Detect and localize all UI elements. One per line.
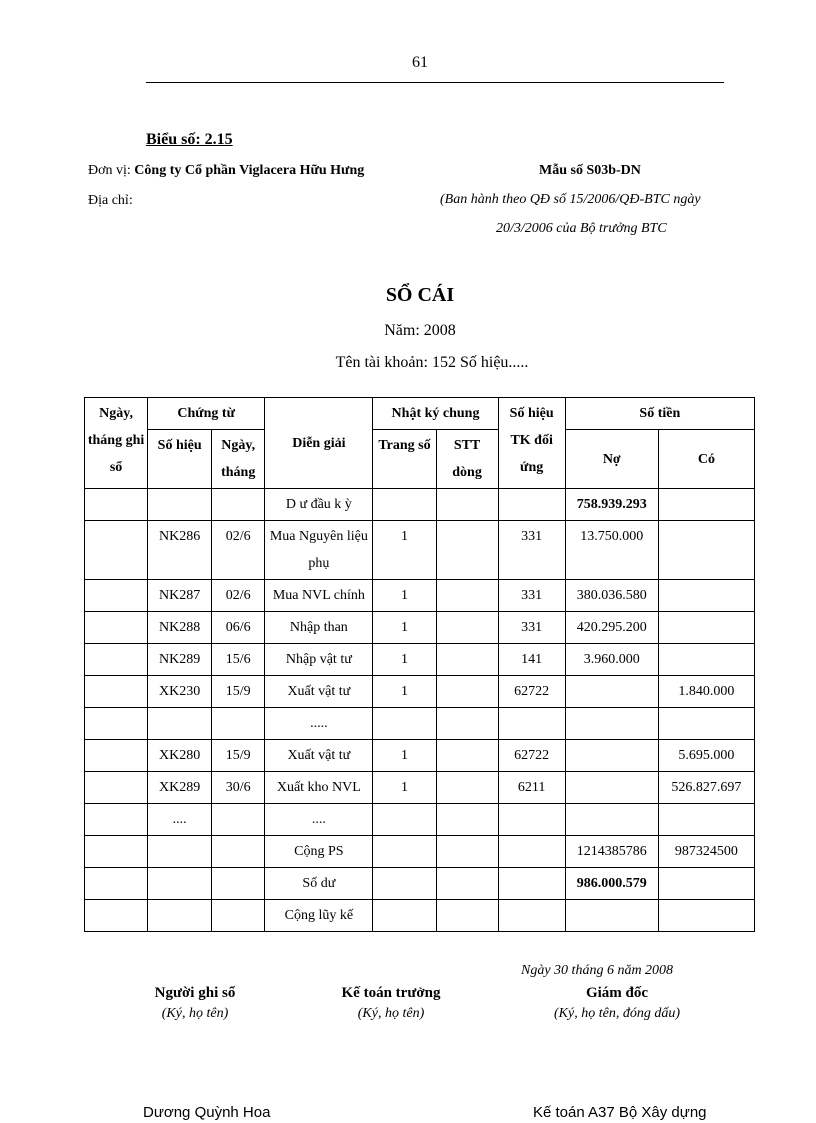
cell-description: Mua NVL chính [265, 580, 373, 612]
cell-journal-line [436, 644, 498, 676]
cell-description: D ư đầu k ỳ [265, 489, 373, 521]
header-rule [146, 82, 724, 83]
cell-credit: 526.827.697 [658, 772, 754, 804]
cell-journal-page: 1 [373, 644, 436, 676]
signer-chief-accountant-note: (Ký, họ tên) [357, 1006, 425, 1021]
header-contra: Số hiệu TK đối ứng [498, 398, 565, 489]
cell-contra: 331 [498, 521, 565, 580]
cell-description: Nhập than [265, 612, 373, 644]
cell-debit: 1214385786 [565, 836, 658, 868]
cell-voucher-date: 15/6 [212, 644, 265, 676]
cell-debit [565, 900, 658, 932]
ledger-title: SỔ CÁI [385, 284, 455, 306]
cell-voucher-no: NK286 [148, 521, 212, 580]
year-line: Năm: 2008 [384, 322, 456, 339]
cell-debit [565, 676, 658, 708]
ledger-body [85, 489, 755, 932]
header-voucher-no: Số hiệu [148, 430, 212, 489]
cell-credit [658, 708, 754, 740]
cell-journal-page: 1 [373, 521, 436, 580]
cell-voucher-date: 06/6 [212, 612, 265, 644]
cell-journal-page: 1 [373, 676, 436, 708]
cell-credit [658, 612, 754, 644]
cell-description: Mua Nguyên liệu phụ [265, 521, 373, 580]
cell-voucher-date [212, 836, 265, 868]
cell-contra: 141 [498, 644, 565, 676]
cell-journal-line [436, 740, 498, 772]
cell-voucher-date [212, 900, 265, 932]
cell-journal-page [373, 708, 436, 740]
table-row [85, 740, 755, 772]
cell-voucher-date: 02/6 [212, 580, 265, 612]
cell-debit: 420.295.200 [565, 612, 658, 644]
page-number: 61 [412, 54, 428, 71]
cell-contra: 6211 [498, 772, 565, 804]
cell-credit [658, 521, 754, 580]
cell-credit: 1.840.000 [658, 676, 754, 708]
cell-contra: 62722 [498, 676, 565, 708]
cell-description: Xuất vật tư [265, 740, 373, 772]
cell-debit: 986.000.579 [565, 868, 658, 900]
cell-description: ..... [265, 708, 373, 740]
cell-journal-line [436, 676, 498, 708]
cell-journal-line [436, 521, 498, 580]
table-row [85, 612, 755, 644]
unit-label: Đơn vị: [88, 163, 131, 178]
header-voucher-date: Ngày, tháng [212, 430, 265, 489]
cell-date [85, 580, 148, 612]
header-amount: Số tiền [565, 398, 754, 430]
cell-journal-line [436, 804, 498, 836]
signer-director-note: (Ký, họ tên, đóng dấu) [554, 1006, 680, 1021]
cell-debit [565, 740, 658, 772]
cell-journal-page: 1 [373, 772, 436, 804]
cell-journal-page: 1 [373, 740, 436, 772]
sign-date: Ngày 30 tháng 6 năm 2008 [521, 963, 674, 978]
cell-journal-page [373, 489, 436, 521]
cell-voucher-no: XK280 [148, 740, 212, 772]
cell-debit [565, 804, 658, 836]
cell-voucher-date [212, 868, 265, 900]
cell-journal-line [436, 900, 498, 932]
cell-credit [658, 489, 754, 521]
header-credit: Có [658, 430, 754, 489]
cell-credit [658, 868, 754, 900]
cell-debit: 380.036.580 [565, 580, 658, 612]
cell-journal-page [373, 836, 436, 868]
cell-voucher-no [148, 900, 212, 932]
table-row [85, 900, 755, 932]
header-voucher: Chứng từ [148, 398, 265, 430]
cell-description: Cộng PS [265, 836, 373, 868]
issued-line-2: 20/3/2006 của Bộ trưởng BTC [496, 221, 667, 236]
cell-date [85, 772, 148, 804]
table-row [85, 836, 755, 868]
cell-description: Nhập vật tư [265, 644, 373, 676]
cell-journal-line [436, 580, 498, 612]
cell-journal-page [373, 900, 436, 932]
cell-date [85, 708, 148, 740]
cell-voucher-date: 15/9 [212, 676, 265, 708]
table-row [85, 804, 755, 836]
unit-line [88, 163, 364, 179]
header-journal-line: STT dòng [436, 430, 498, 489]
cell-voucher-no [148, 708, 212, 740]
cell-credit [658, 580, 754, 612]
cell-description: Số dư [265, 868, 373, 900]
cell-voucher-date: 15/9 [212, 740, 265, 772]
cell-description: .... [265, 804, 373, 836]
cell-date [85, 676, 148, 708]
cell-debit: 13.750.000 [565, 521, 658, 580]
cell-description: Xuất kho NVL [265, 772, 373, 804]
form-number: Biểu số: 2.15 [146, 131, 233, 148]
cell-journal-line [436, 489, 498, 521]
cell-voucher-no [148, 489, 212, 521]
cell-date [85, 521, 148, 580]
cell-credit [658, 804, 754, 836]
signer-chief-accountant: Kế toán trưởng [341, 985, 441, 1001]
cell-date [85, 740, 148, 772]
signer-director: Giám đốc [585, 985, 649, 1001]
header-description: Diễn giải [265, 398, 373, 489]
cell-contra [498, 489, 565, 521]
header-journal: Nhật ký chung [373, 398, 498, 430]
cell-voucher-date: 02/6 [212, 521, 265, 580]
cell-voucher-no: XK289 [148, 772, 212, 804]
cell-journal-line [436, 612, 498, 644]
cell-date [85, 804, 148, 836]
signer-recorder: Người ghi sổ [154, 985, 236, 1001]
cell-contra: 331 [498, 580, 565, 612]
cell-contra: 62722 [498, 740, 565, 772]
table-row [85, 521, 755, 580]
cell-journal-page [373, 804, 436, 836]
cell-journal-page: 1 [373, 580, 436, 612]
cell-contra [498, 868, 565, 900]
cell-voucher-no: NK289 [148, 644, 212, 676]
cell-credit: 987324500 [658, 836, 754, 868]
cell-voucher-date [212, 489, 265, 521]
cell-debit: 758.939.293 [565, 489, 658, 521]
signer-recorder-note: (Ký, họ tên) [161, 1006, 229, 1021]
cell-voucher-no: XK230 [148, 676, 212, 708]
cell-contra [498, 804, 565, 836]
cell-contra [498, 900, 565, 932]
header-journal-page: Trang số [373, 430, 436, 489]
cell-description: Xuất vật tư [265, 676, 373, 708]
issued-line-1: (Ban hành theo QĐ số 15/2006/QĐ-BTC ngày [440, 192, 701, 207]
cell-journal-line [436, 836, 498, 868]
cell-journal-page [373, 868, 436, 900]
cell-voucher-no: .... [148, 804, 212, 836]
address-label: Địa chỉ: [88, 193, 133, 208]
cell-contra: 331 [498, 612, 565, 644]
cell-voucher-date [212, 804, 265, 836]
cell-journal-page: 1 [373, 612, 436, 644]
unit-name: Công ty Cổ phần Viglacera Hữu Hưng [134, 163, 365, 178]
template-code: Mẫu số S03b-DN [539, 163, 641, 178]
cell-journal-line [436, 772, 498, 804]
cell-voucher-no [148, 836, 212, 868]
ledger-table [84, 397, 755, 932]
cell-debit: 3.960.000 [565, 644, 658, 676]
cell-journal-line [436, 708, 498, 740]
header-date: Ngày, tháng ghi sổ [85, 398, 148, 489]
cell-date [85, 900, 148, 932]
cell-credit [658, 644, 754, 676]
cell-credit [658, 900, 754, 932]
cell-description: Cộng lũy kế [265, 900, 373, 932]
cell-voucher-date [212, 708, 265, 740]
table-row [85, 676, 755, 708]
table-row [85, 489, 755, 521]
cell-date [85, 612, 148, 644]
cell-credit: 5.695.000 [658, 740, 754, 772]
account-line: Tên tài khoản: 152 Số hiệu..... [335, 354, 529, 371]
cell-debit [565, 772, 658, 804]
cell-date [85, 836, 148, 868]
table-row [85, 772, 755, 804]
table-row [85, 868, 755, 900]
cell-contra [498, 836, 565, 868]
table-row [85, 644, 755, 676]
cell-voucher-no: NK287 [148, 580, 212, 612]
header-debit: Nợ [565, 430, 658, 489]
cell-voucher-date: 30/6 [212, 772, 265, 804]
cell-debit [565, 708, 658, 740]
cell-contra [498, 708, 565, 740]
cell-journal-line [436, 868, 498, 900]
table-row [85, 580, 755, 612]
footer-department: Kế toán A37 Bộ Xây dựng [533, 1104, 707, 1121]
footer-author: Dương Quỳnh Hoa [143, 1104, 271, 1121]
cell-date [85, 868, 148, 900]
cell-voucher-no [148, 868, 212, 900]
cell-date [85, 489, 148, 521]
cell-date [85, 644, 148, 676]
table-row [85, 708, 755, 740]
cell-voucher-no: NK288 [148, 612, 212, 644]
